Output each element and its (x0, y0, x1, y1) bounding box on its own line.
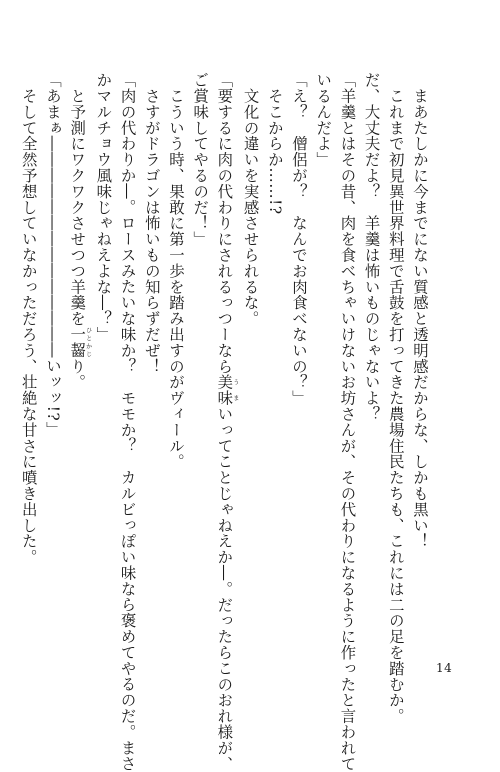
text-line: こういう時、果敢に第一歩を踏み出すのがヴィール。 (166, 72, 185, 470)
text-line: これまで初見異世界料理で舌鼓を打ってきた農場住民たちも、これには二の足を踏むか。 (386, 72, 405, 724)
text-line: いるんだよ」 (314, 72, 333, 168)
text-line: 「え？ 僧侶が？ なんでお肉食べないの？」 (289, 72, 308, 406)
text-line: と予測にワクワクさせつつ羊羹を一齧ひとかじり。 (68, 72, 92, 391)
body-text (17, 72, 432, 772)
text-line: そこからか……!? (265, 72, 284, 215)
text-line: 「要するに肉の代わりにされるっつーなら美味うまいってことじゃねえか―。だったらこのおれ様が、 (215, 72, 239, 772)
text-line: ご賞味してやるのだ！」 (191, 72, 210, 247)
furigana: 一齧ひとかじ (68, 326, 92, 359)
furigana: 美味うま (215, 374, 239, 406)
text-line: まあたしかに今までにない質感と透明感だからな、しかも黒い！ (411, 72, 429, 549)
page-number: 14 (436, 661, 453, 675)
text-line: さすがドラゴンは怖いもの知らずだぜ！ (142, 72, 161, 375)
text-line: 文化の違いを実感させられるな。 (241, 72, 260, 327)
text-line: そして全然予想していなかっただろう、壮絶な甘さに噴き出した。 (19, 72, 38, 565)
text-line: 「あまぁ――――――――――――――いッッ!?」 (43, 72, 62, 438)
text-line: 「肉の代わりか―。ロースみたいな味か？ モモか？ カルビっぽい味なら褒めてやるのだ。まさ (118, 72, 137, 772)
text-line: かマルチョウ風味じゃねえよな―？」 (94, 72, 113, 343)
text-line: だ、大丈夫だよ？ 羊羹は怖いものじゃないよ？ (362, 72, 381, 422)
text-line: 「羊羹とはその昔、肉を食べちゃいけないお坊さんが、その代わりになるように作ったと言われて (338, 72, 357, 772)
